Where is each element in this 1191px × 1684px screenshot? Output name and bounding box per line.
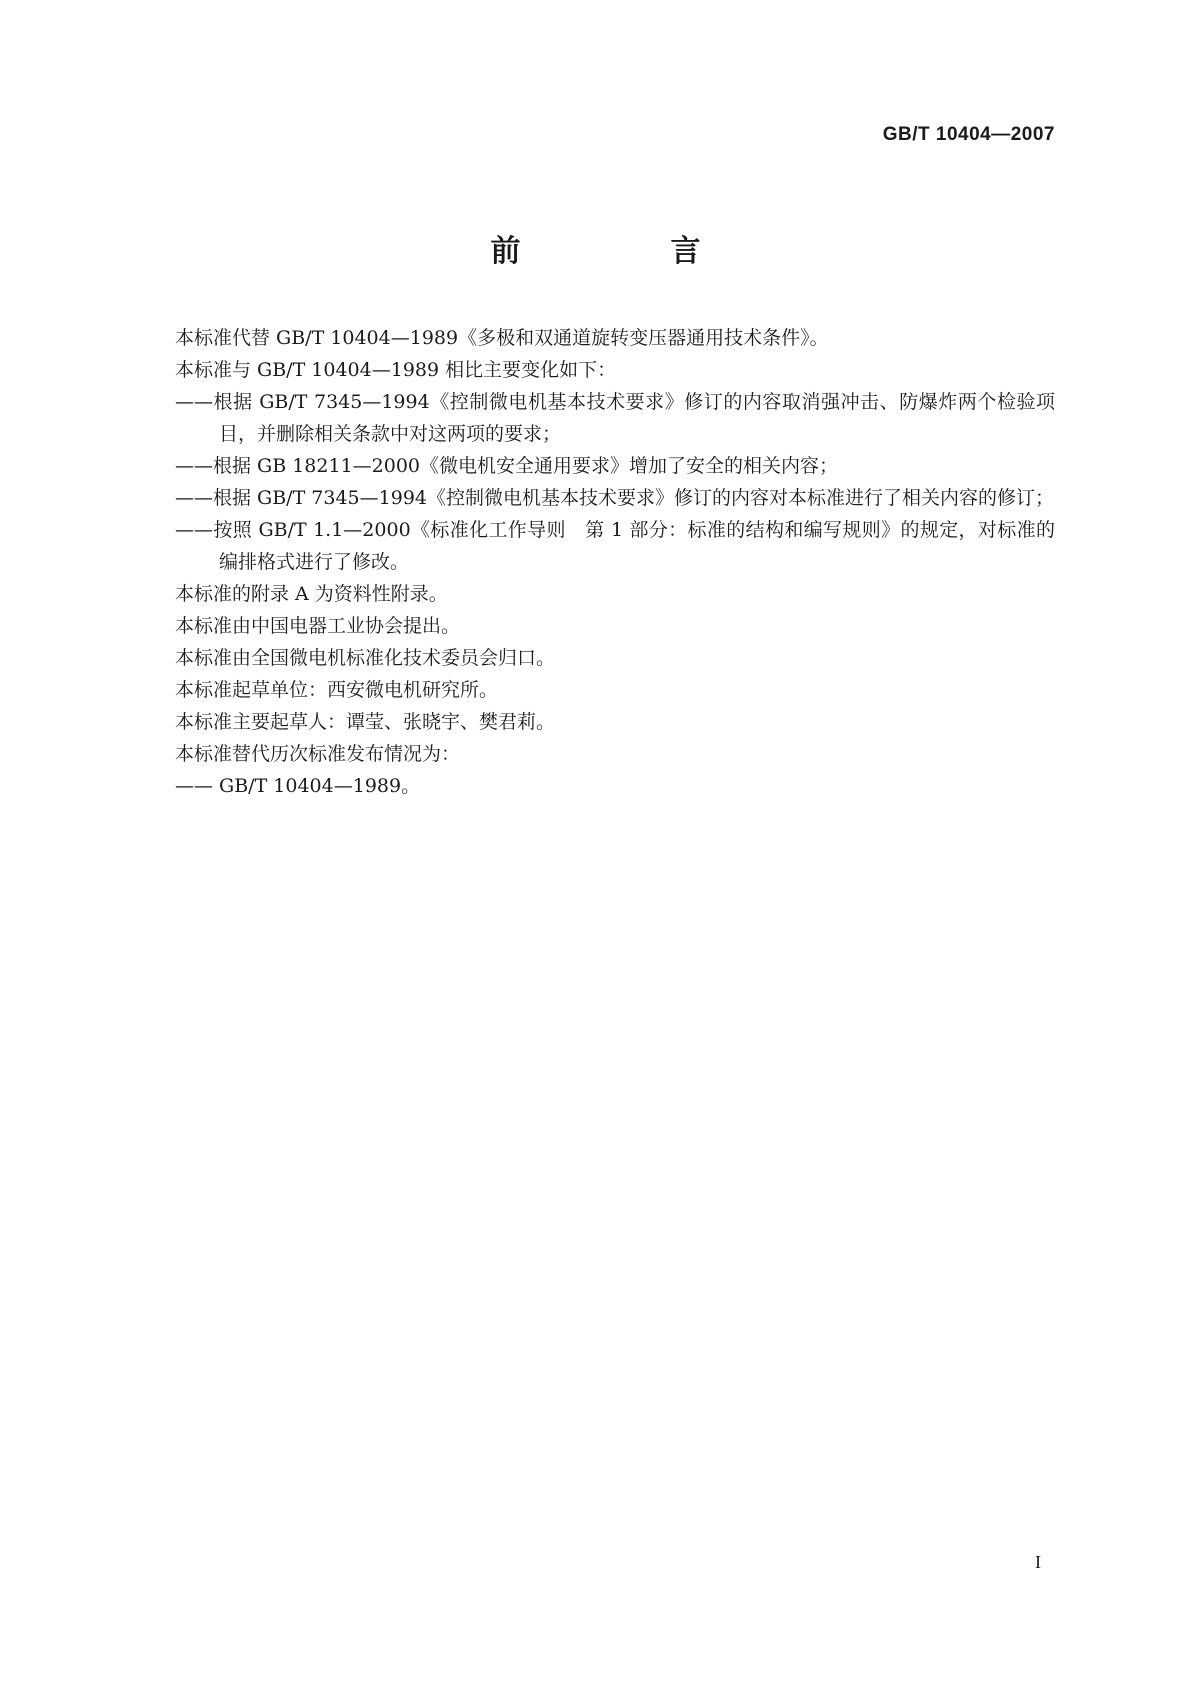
document-number: GB/T 10404—2007: [882, 124, 1055, 145]
change-item-2: ——根据 GB 18211—2000《微电机安全通用要求》增加了安全的相关内容；: [175, 455, 839, 477]
paragraph-changes-intro: 本标准与 GB/T 10404—1989 相比主要变化如下：: [175, 359, 617, 381]
page-number: I: [1035, 1552, 1041, 1572]
paragraph-drafters: 本标准主要起草人：谭莹、张晓宇、樊君莉。: [175, 711, 556, 733]
change-item-3: ——根据 GB/T 7345—1994《控制微电机基本技术要求》修订的内容对本标准进行了相关内容的修订；: [175, 487, 1055, 509]
foreword-body: [175, 322, 1055, 802]
history-item-1: —— GB/T 10404—1989。: [175, 775, 421, 797]
page-title: 前 言: [490, 234, 761, 269]
change-item-4: ——按照 GB/T 1.1—2000《标准化工作导则 第 1 部分：标准的结构和编写规则》的规定，对标准的编排格式进行了修改。: [175, 519, 1055, 573]
change-item-1: ——根据 GB/T 7345—1994《控制微电机基本技术要求》修订的内容取消强冲击、防爆炸两个检验项目，并删除相关条款中对这两项的要求；: [175, 391, 1055, 445]
paragraph-history-intro: 本标准替代历次标准发布情况为：: [175, 743, 461, 765]
paragraph-replaces: 本标准代替 GB/T 10404—1989《多极和双通道旋转变压器通用技术条件》。: [175, 327, 829, 349]
paragraph-appendix: 本标准的附录 A 为资料性附录。: [175, 583, 448, 605]
paragraph-drafting-unit: 本标准起草单位：西安微电机研究所。: [175, 679, 499, 701]
paragraph-proposer: 本标准由中国电器工业协会提出。: [175, 615, 461, 637]
paragraph-committee: 本标准由全国微电机标准化技术委员会归口。: [175, 647, 556, 669]
